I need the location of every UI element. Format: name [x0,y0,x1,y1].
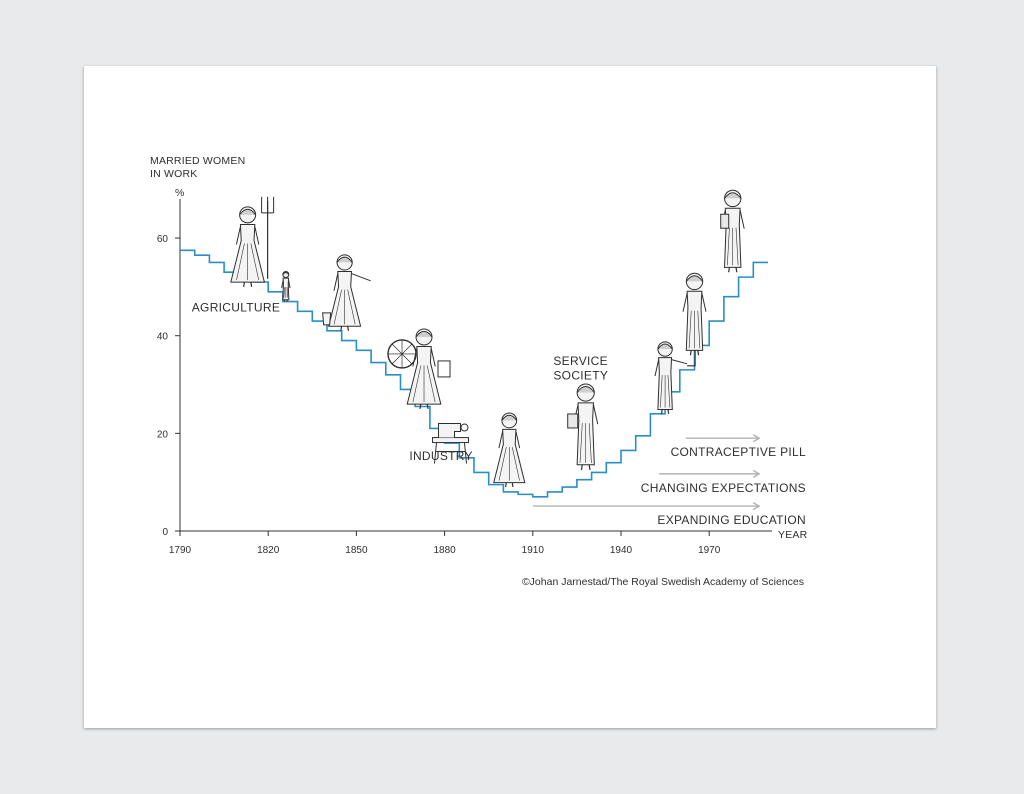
child-icon [282,272,290,302]
woman-with-bucket-icon [323,255,371,331]
y-tick-label: 0 [162,527,168,538]
era-label: AGRICULTURE [191,300,281,315]
y-tick-label: 60 [156,234,168,246]
x-tick-label: 1970 [698,545,721,556]
era-label: SOCIETY [553,368,609,383]
woman-in-suit-icon [683,273,706,355]
x-tick-label: 1820 [257,545,280,556]
x-tick-label: 1940 [609,545,633,556]
woman-with-folder-icon [568,384,598,470]
y-tick-label: 40 [156,331,168,343]
x-axis-title: YEAR [778,529,808,541]
era-label: INDUSTRY [409,449,473,464]
step-chart [84,66,936,728]
woman-at-board-icon [655,340,695,414]
series-step-line [180,250,768,497]
x-tick-label: 1790 [168,545,192,556]
credit-line: ©Johan Jarnestad/The Royal Swedish Academy of Sciences [521,576,804,588]
x-tick-label: 1910 [521,545,544,556]
x-tick-label: 1880 [433,545,456,556]
driver-label: EXPANDING EDUCATION [657,513,806,528]
y-axis-unit: % [175,187,185,199]
woman-with-pitchfork-icon [231,197,274,287]
driver-label: CONTRACEPTIVE PILL [670,445,806,460]
woman-at-spinning-wheel-icon [388,329,450,409]
era-label: SERVICE [553,354,608,368]
infographic-sheet [84,66,936,728]
y-axis-title-line1: MARRIED WOMEN [150,155,246,167]
woman-in-apron-icon [494,413,525,487]
y-axis-title-line2: IN WORK [150,168,198,180]
driver-label: CHANGING EXPECTATIONS [640,480,806,495]
y-tick-label: 20 [156,429,168,441]
x-tick-label: 1850 [345,545,368,556]
woman-with-laptop-icon [721,190,744,272]
